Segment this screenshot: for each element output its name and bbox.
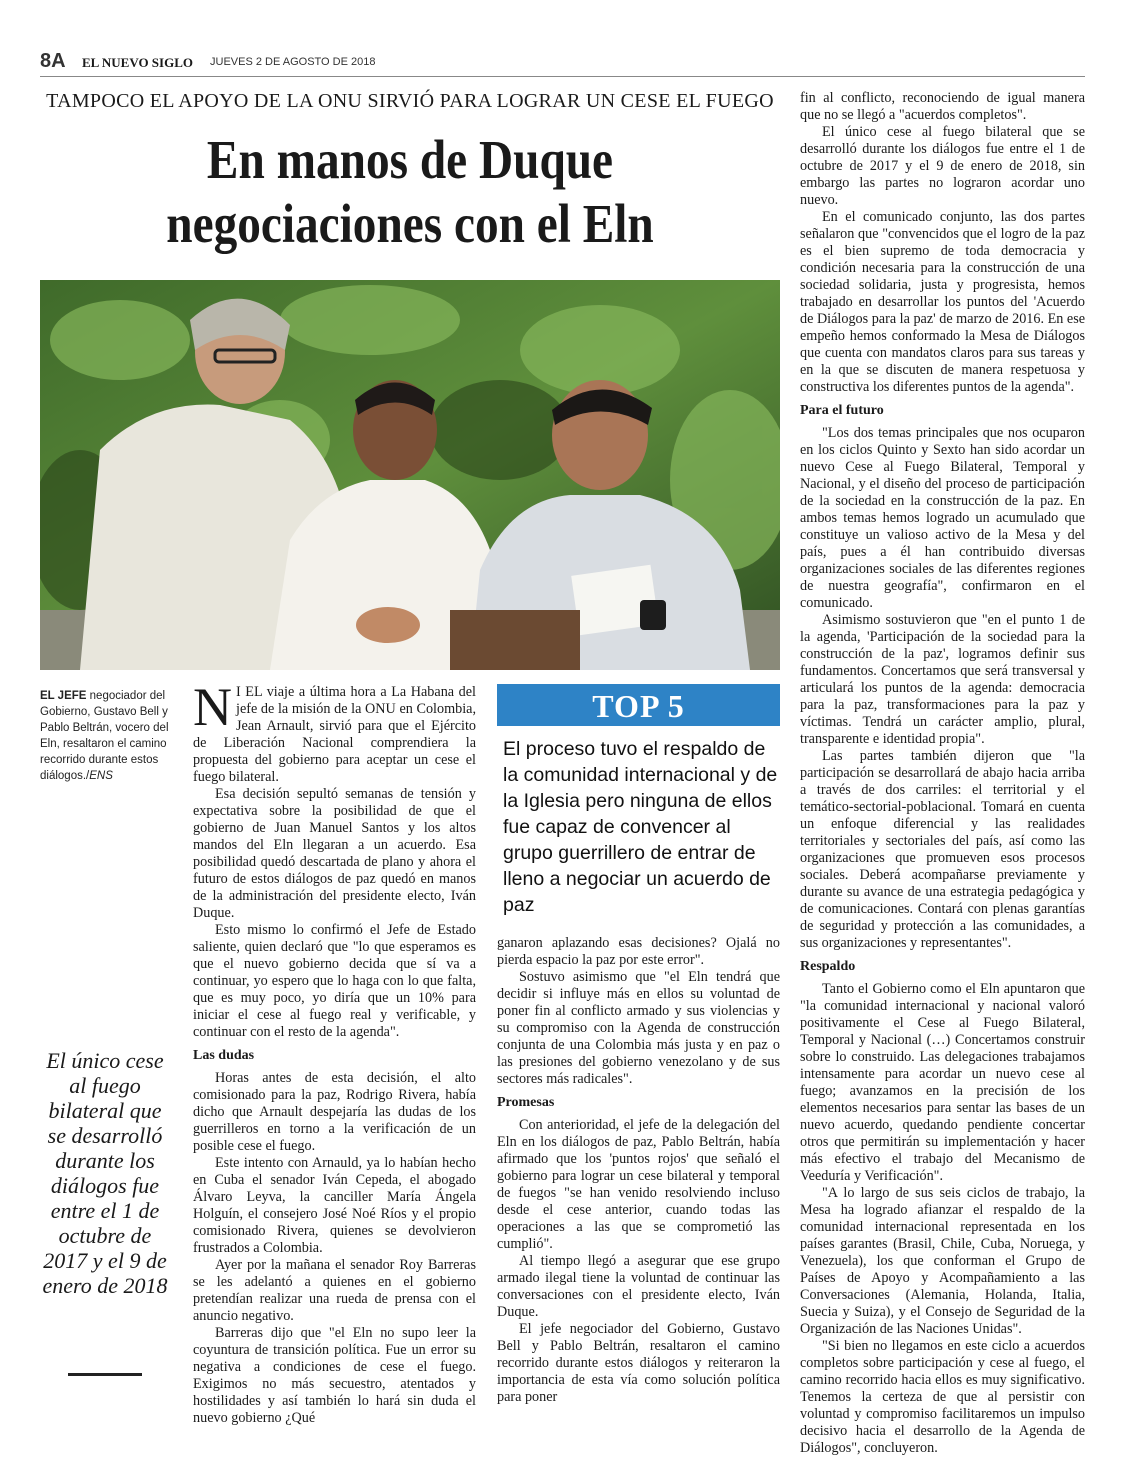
- paragraph: Barreras dijo que "el Eln no supo leer la coyuntura de transición política. Fue un error su negativa a condiciones de cese el fuego. Exigimos no más secuestro, atentados y hostilidades y así también lo hará sin duda el nuevo gobierno ¿Qué: [193, 1325, 476, 1426]
- issue-date: JUEVES 2 DE AGOSTO DE 2018: [210, 56, 376, 68]
- paragraph: El único cese al fuego bilateral que se desarrolló durante los diálogos fue entre el 1 de octubre de 2017 y el 9 de enero de 2018, sin embargo las partes no lograron acordar uno nuevo.: [800, 124, 1085, 208]
- photo-caption: [40, 688, 170, 784]
- article-column-3: [800, 90, 1085, 1457]
- caption-credit: ENS: [89, 770, 113, 782]
- subhead-para-el-futuro: Para el futuro: [800, 403, 884, 418]
- paragraph: "Si bien no llegamos en este ciclo a acuerdos completos sobre participación y cese al fuego, el camino recorrido hacia ellos es muy significativo. Tenemos la certeza de que al persistir con voluntad y compromiso facilitaremos un impulso decisivo hacia el desarrollo de la Agenda de Diálogos", concluyeron.: [800, 1338, 1085, 1456]
- article-kicker: TAMPOCO EL APOYO DE LA ONU SIRVIÓ PARA LOGRAR UN CESE EL FUEGO: [46, 90, 774, 112]
- paragraph: En el comunicado conjunto, las dos partes señalaron que "convencidos que el logro de la paz es el bien supremo de toda democracia y condición necesaria para la construcción de una sociedad solidaria, justa y progresista, hemos trabajado en desarrollar los puntos del 'Acuerdo de Diálogos para la paz' de marzo de 2016. En ese empeño hemos conformado la Mesa de Diálogos que cuenta con mandatos claros para sus tareas y en la que se discuten de manera respetuosa y constructiva los diferentes puntos de la agenda".: [800, 209, 1086, 395]
- article-headline: En manos de Duque negociaciones con el Eln: [166, 129, 654, 254]
- top5-text: El proceso tuvo el respaldo de la comunidad internacional y de la Iglesia pero ninguna de ellos fue capaz de convencer al grupo guerrillero de entrar de lleno a negociar un acuerdo de paz: [503, 738, 778, 916]
- subhead-respaldo: Respaldo: [800, 959, 856, 974]
- paragraph: Con anterioridad, el jefe de la delegación del Eln en los diálogos de paz, Pablo Beltrán, había afirmado que los 'puntos rojos' que señaló el gobierno para lograr un cese bilateral y temporal de fuegos "se han venido resolviendo incluso desde el cese anterior, cuando todas las operaciones a las que se comprometió las cumplió".: [497, 1117, 780, 1252]
- paragraph: Las partes también dijeron que "la participación se desarrollará de abajo hacia arriba a través de dos carriles: el territorial y el temático-sectorial-poblacional. Tomará en cuenta un enfoque diferencial y las realidades territoriales y sectoriales del país, así como las organizaciones que promueven esos procesos sociales. Deberá acompañarse previamente y durante su avance de una estrategia pedagógica y de comunicaciones. Contará con plenas garantías de seguridad y protección a las comunidades, a sus organizaciones y representantes".: [800, 748, 1085, 951]
- paragraph: Asimismo sostuvieron que "en el punto 1 de la agenda, 'Participación de la sociedad para la construcción de la paz', logramos definir sus fundamentos. Concertamos que será transversal y articulará los puntos de la agenda: democracia para la paz, transformaciones para la paz y víctimas. Tendrá un carácter amplio, plural, transparente e identidad propia".: [800, 612, 1085, 747]
- top5-label: TOP 5: [592, 688, 685, 724]
- newspaper-name: EL NUEVO SIGLO: [82, 55, 193, 70]
- page-folio: [40, 50, 1085, 77]
- paragraph: Sostuvo asimismo que "el Eln tendrá que decidir si influye más en ellos su voluntad de poner fin al conflicto armado y sus violencias y su compromiso con la Agenda de construcción conjunta de una Colombia más justa y en paz o las presiones del gobierno venezolano y de sus sectores más radicales".: [497, 969, 780, 1087]
- paragraph: ganaron aplazando esas decisiones? Ojalá no pierda espacio la paz por este error".: [497, 935, 780, 968]
- handshake-photo-illustration: [40, 280, 780, 670]
- paragraph: Al tiempo llegó a asegurar que ese grupo armado ilegal tiene la voluntad de continuar las conversaciones con el presidente electo, Iván Duque.: [497, 1253, 780, 1320]
- paragraph: Horas antes de esta decisión, el alto comisionado para la paz, Rodrigo Rivera, había dicho que Arnault despejaría las dudas de los guerrilleros en torno a la verificación de un posible cese el fuego.: [193, 1070, 476, 1154]
- caption-lead: EL JEFE: [40, 690, 87, 702]
- pull-quote: El único cese al fuego bilateral que se desarrolló durante los diálogos fue entre el 1 de octubre de 2017 y el 9 de enero de 2018: [42, 1048, 168, 1298]
- paragraph: El jefe negociador del Gobierno, Gustavo Bell y Pablo Beltrán, resaltaron el camino recorrido durante estos diálogos y reiteraron la importancia de esta vía como solución política para poner: [497, 1321, 780, 1405]
- paragraph: I EL viaje a última hora a La Habana del jefe de la misión de la ONU en Colombia, Jean Arnault, sirvió para que el Ejército de Liberación Nacional comprendiera la propuesta del gobierno para aceptar un cese el fuego bilateral.: [193, 684, 476, 785]
- paragraph: Tanto el Gobierno como el Eln apuntaron que "la comunidad internacional y nacional valoró positivamente el Cese al Fuego Bilateral, Temporal y Nacional (…) Concertamos construir sobre lo construido. Las delegaciones trabajamos intensamente para acordar un nuevo cese al fuego; avanzamos en la precisión de los elementos necesarios para sentar las bases de un nuevo acuerdo, quedando pendiente concertar otros que permitirán su implementación y hacer más efectivo el trabajo del Mecanismo de Veeduría y Verificación".: [800, 981, 1085, 1184]
- subhead-promesas: Promesas: [497, 1095, 555, 1110]
- top5-banner: [497, 684, 780, 726]
- article-column-2: [497, 935, 780, 1406]
- paragraph: Este intento con Arnauld, ya lo habían hecho en Cuba el senador Iván Cepeda, el abogado Álvaro Leyva, la canciller María Ángela Holguín, el consejero José Noé Ríos y el propio comisionado Rivera, quienes se devolvieron frustrados a Colombia.: [193, 1155, 476, 1256]
- paragraph: Esto mismo lo confirmó el Jefe de Estado saliente, quien declaró que "lo que esperamos es que el nuevo gobierno decida que sí va a continuar, yo espero que lo haga con lo que falta, que es muy poco, yo diría que un 10% para iniciar el cese al fuego real y verificable, y continuar con el resto de la agenda".: [193, 922, 476, 1040]
- article-photo: [40, 280, 780, 670]
- paragraph: fin al conflicto, reconociendo de igual manera que no se llegó a "acuerdos completos".: [800, 90, 1085, 123]
- page-number: 8A: [40, 50, 66, 72]
- article-column-1: [193, 677, 476, 1427]
- caption-text: negociador del Gobierno, Gustavo Bell y Pablo Beltrán, vocero del Eln, resaltaron el camino recorrido durante estos diálogos./: [40, 690, 169, 782]
- drop-cap: N: [193, 677, 232, 737]
- pull-quote-rule: [68, 1373, 142, 1376]
- paragraph: "Los dos temas principales que nos ocuparon en los ciclos Quinto y Sexto han sido acordar un nuevo Cese al Fuego Bilateral, Temporal y Nacional, y el diseño del proceso de participación de la sociedad en la construcción de la paz. En ambos temas hemos logrado un acumulado que constituye un valioso activo de la Mesa y del país, pues a él han contribuido diversas organizaciones sociales de las diferentes regiones de nuestra geografía", confirmaron en el comunicado.: [800, 425, 1085, 611]
- paragraph: Esa decisión sepultó semanas de tensión y expectativa sobre la posibilidad de que el gobierno de Juan Manuel Santos y los altos mandos del Eln llegaran a un acuerdo. Esa posibilidad quedó descartada de plano y ahora el futuro de estos diálogos de paz quedó en manos de la administración del presidente electo, Iván Duque.: [193, 786, 476, 921]
- paragraph: Ayer por la mañana el senador Roy Barreras se les adelantó a quienes en el gobierno pretendían realizar una rueda de prensa con el anuncio negativo.: [193, 1257, 476, 1324]
- paragraph: "A lo largo de sus seis ciclos de trabajo, la Mesa ha logrado afianzar el respaldo de la comunidad internacional representada en los países garantes (Brasil, Chile, Cuba, Noruega, y Venezuela), los que conforman el Grupo de Países de Apoyo y Acompañamiento a las Conversaciones (Alemania, Holanda, Italia, Suecia y Suiza), y el Consejo de Seguridad de la Organización de las Naciones Unidas".: [800, 1185, 1085, 1337]
- subhead-las-dudas: Las dudas: [193, 1048, 255, 1063]
